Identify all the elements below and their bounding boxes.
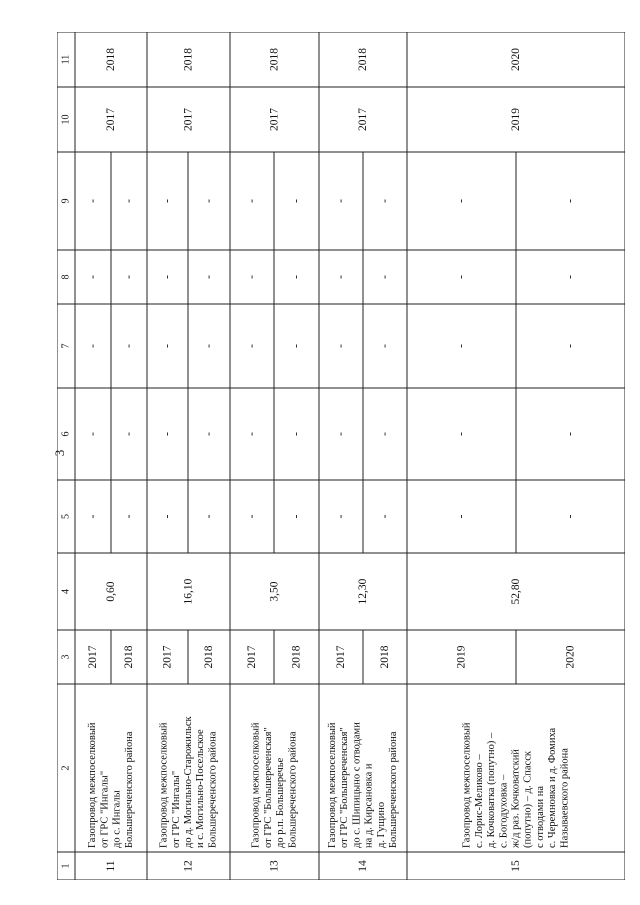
empty-dash: - [564, 344, 577, 348]
empty-dash: - [290, 344, 303, 348]
object-name-line: и с. Могильно-Посельское [195, 729, 207, 848]
empty-dash: - [335, 432, 347, 436]
empty-dash: - [123, 514, 135, 519]
object-name-line: д. Кочковатка (попутно) – [486, 732, 498, 848]
empty-dash: - [203, 432, 215, 436]
start-year: 2017 [268, 108, 281, 131]
object-name-line: до д. Могильно-Старожильск [183, 716, 194, 848]
year-end: 2020 [564, 645, 577, 669]
empty-dash: - [564, 514, 577, 519]
empty-dash: - [246, 199, 258, 203]
empty-dash: - [564, 275, 577, 279]
empty-dash: - [161, 199, 174, 203]
pipeline-length: 0,60 [105, 581, 117, 602]
year-start: 2017 [335, 645, 347, 669]
empty-dash: - [455, 199, 468, 203]
object-name-line: Газопровод межпоселковый [461, 722, 473, 848]
column-number-header: 5 [60, 514, 72, 519]
empty-dash: - [87, 432, 99, 436]
empty-dash: - [455, 514, 468, 519]
object-name-line: от ГРС "Ингалы" [99, 770, 111, 848]
column-number-header: 10 [60, 114, 72, 125]
column-number-header: 3 [60, 654, 72, 660]
column-number-header: 2 [60, 765, 72, 771]
empty-dash: - [379, 432, 391, 436]
empty-dash: - [379, 199, 391, 203]
page-number: 3 [52, 449, 67, 457]
empty-dash: - [335, 199, 347, 203]
empty-dash: - [161, 432, 174, 436]
commissioning-year: 2018 [105, 48, 117, 71]
empty-dash: - [455, 344, 468, 348]
start-year: 2017 [105, 108, 117, 131]
commissioning-year: 2018 [357, 48, 369, 71]
row-number: 12 [182, 860, 195, 872]
empty-dash: - [87, 275, 99, 279]
column-number-header: 11 [60, 54, 72, 65]
object-name-line: д. Гущино [375, 801, 387, 848]
year-end: 2018 [379, 645, 391, 669]
object-name-line: от ГРС "Большереченская" [262, 727, 274, 848]
empty-dash: - [161, 344, 174, 348]
pipeline-length: 16,10 [182, 578, 195, 605]
empty-dash: - [379, 514, 391, 519]
object-name-line: от ГРС "Большереченская" [339, 727, 351, 848]
year-start: 2019 [455, 645, 468, 669]
pipeline-length: 12,30 [357, 578, 369, 605]
pipeline-length: 52,80 [510, 578, 522, 605]
commissioning-year: 2018 [182, 48, 195, 71]
year-start: 2017 [246, 645, 258, 669]
empty-dash: - [203, 344, 215, 348]
object-name-line: от ГРС "Ингалы" [170, 770, 182, 848]
empty-dash: - [123, 275, 135, 279]
object-name-line: до с. Шипицыно с отводами [351, 722, 363, 848]
commissioning-year: 2018 [268, 48, 281, 71]
object-name-line: с. Черемновка и д. Фомиха [547, 727, 559, 848]
object-name-line: Большереченского района [388, 731, 399, 848]
object-name-line: Большереченского района [287, 731, 299, 848]
object-name-line: с. Лорис-Меликово – [473, 754, 485, 848]
object-name-line: Большереченского района [207, 731, 219, 848]
object-name-line: Газопровод межпоселковый [327, 722, 338, 848]
empty-dash: - [564, 199, 577, 203]
row-number: 14 [357, 860, 369, 872]
empty-dash: - [203, 514, 215, 519]
object-name-line: Называевского района [559, 748, 571, 848]
year-end: 2018 [290, 645, 303, 669]
object-name-line: Большереченского района [123, 731, 135, 848]
column-number-header: 1 [60, 863, 72, 869]
object-name-line: до с. Ингалы [111, 790, 123, 848]
pipeline-length: 3,50 [268, 581, 281, 602]
commissioning-year: 2020 [510, 48, 522, 71]
empty-dash: - [87, 514, 99, 519]
object-name-line: с. Богодуховка – [498, 774, 510, 848]
row-number: 15 [510, 860, 522, 872]
empty-dash: - [455, 432, 468, 436]
empty-dash: - [455, 275, 468, 279]
year-start: 2017 [87, 645, 99, 669]
column-number-header: 6 [60, 431, 72, 437]
column-number-header: 7 [60, 343, 72, 349]
empty-dash: - [335, 344, 347, 348]
empty-dash: - [123, 344, 135, 348]
object-name-line: (попутно) – д. Спасск [522, 751, 534, 848]
object-name-line: Газопровод межпоселковый [158, 722, 170, 848]
empty-dash: - [87, 199, 99, 203]
start-year: 2017 [357, 108, 369, 131]
object-name-line: до р.п. Большеречье [275, 757, 287, 848]
start-year: 2019 [510, 108, 522, 131]
object-name-line: ж/д раз. Кочковатский [510, 749, 522, 848]
column-number-header: 9 [60, 198, 72, 204]
column-number-header: 8 [60, 274, 72, 280]
object-name-line: Газопровод межпоселковый [87, 722, 99, 848]
empty-dash: - [123, 432, 135, 436]
object-name-line: на д. Кирсановка и [363, 763, 375, 848]
row-number: 13 [268, 860, 281, 872]
empty-dash: - [246, 344, 258, 348]
empty-dash: - [379, 275, 391, 279]
row-number: 11 [105, 860, 117, 872]
empty-dash: - [290, 514, 303, 519]
empty-dash: - [290, 199, 303, 203]
empty-dash: - [203, 275, 215, 279]
empty-dash: - [87, 344, 99, 348]
empty-dash: - [335, 514, 347, 519]
empty-dash: - [246, 432, 258, 436]
empty-dash: - [161, 275, 174, 279]
empty-dash: - [123, 199, 135, 203]
column-number-header: 4 [60, 589, 72, 594]
empty-dash: - [203, 199, 215, 203]
empty-dash: - [246, 514, 258, 519]
start-year: 2017 [182, 108, 195, 131]
object-name-line: с отводами на [534, 786, 546, 848]
year-end: 2018 [203, 645, 215, 669]
year-start: 2017 [161, 645, 174, 669]
empty-dash: - [379, 344, 391, 348]
empty-dash: - [246, 275, 258, 279]
empty-dash: - [161, 514, 174, 519]
empty-dash: - [564, 432, 577, 436]
data-table [57, 32, 625, 880]
empty-dash: - [290, 432, 303, 436]
empty-dash: - [290, 275, 303, 279]
empty-dash: - [335, 275, 347, 279]
object-name-line: Газопровод межпоселковый [250, 722, 262, 848]
year-end: 2018 [123, 645, 135, 669]
